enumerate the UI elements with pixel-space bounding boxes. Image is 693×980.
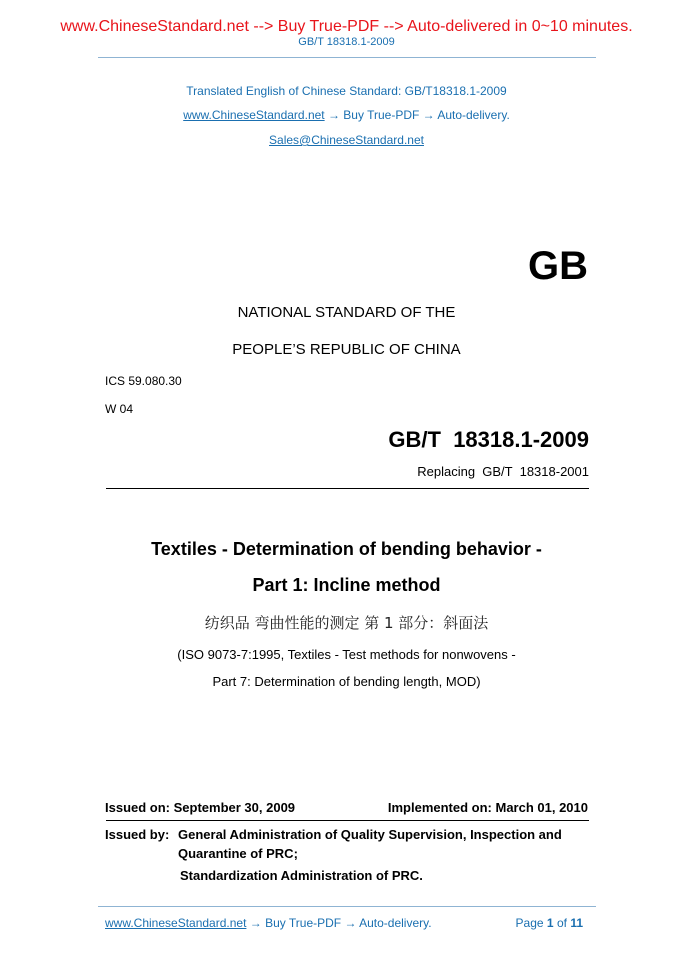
dates-rule: [106, 820, 589, 821]
page-indicator: [516, 916, 583, 930]
header-code: GB/T 18318.1-2009: [298, 36, 395, 48]
delivery-line: [0, 108, 693, 122]
iso-line-1: (ISO 9073-7:1995, Textiles - Test methods for nonwovens -: [177, 647, 516, 662]
standard-number: GB/T 18318.1-2009: [388, 427, 589, 452]
republic-heading: PEOPLE’S REPUBLIC OF CHINA: [232, 341, 461, 358]
title-line-2: Part 1: Incline method: [252, 575, 441, 595]
footer-delivery: [105, 916, 432, 930]
page-number: 1: [546, 916, 554, 930]
footer-rule: [98, 906, 596, 907]
footer-link[interactable]: www.ChineseStandard.net: [105, 916, 247, 930]
sales-line: [0, 133, 693, 147]
of-label: of: [556, 916, 567, 930]
top-banner[interactable]: www.ChineseStandard.net --> Buy True-PDF --> Auto-delivered in 0~10 minutes.: [60, 18, 633, 35]
header-rule: [98, 57, 596, 58]
national-standard-heading: NATIONAL STANDARD OF THE: [237, 304, 456, 321]
footer-text: → Buy True-PDF → Auto-delivery.: [246, 916, 432, 930]
issued-by-label: Issued by:: [105, 827, 170, 842]
ics-code: ICS 59.080.30: [105, 374, 182, 388]
issued-by-line-2: Quarantine of PRC;: [178, 846, 298, 861]
title-rule: [106, 488, 589, 489]
delivery-text: → Buy True-PDF → Auto-delivery.: [324, 108, 510, 122]
page-label: Page: [515, 916, 544, 930]
gb-mark: GB: [528, 244, 588, 288]
iso-line-2: Part 7: Determination of bending length, MOD): [212, 674, 481, 689]
delivery-link[interactable]: www.ChineseStandard.net: [183, 108, 325, 122]
title-line-1: Textiles - Determination of bending behavior -: [151, 539, 542, 559]
replacing-line: Replacing GB/T 18318-2001: [417, 464, 589, 479]
implemented-on: Implemented on: March 01, 2010: [387, 800, 588, 815]
w-code: W 04: [105, 402, 134, 416]
translated-line: Translated English of Chinese Standard: GB/T18318.1-2009: [186, 84, 507, 98]
page-total: 11: [570, 916, 583, 930]
chinese-title: 纺织品 弯曲性能的测定 第 1 部分：斜面法: [204, 614, 489, 632]
issued-by-line-3: Standardization Administration of PRC.: [180, 868, 423, 883]
issued-by-line-1: General Administration of Quality Supervision, Inspection and: [178, 827, 562, 842]
sales-email-link[interactable]: Sales@ChineseStandard.net: [269, 133, 424, 147]
issued-on: Issued on: September 30, 2009: [105, 800, 296, 815]
